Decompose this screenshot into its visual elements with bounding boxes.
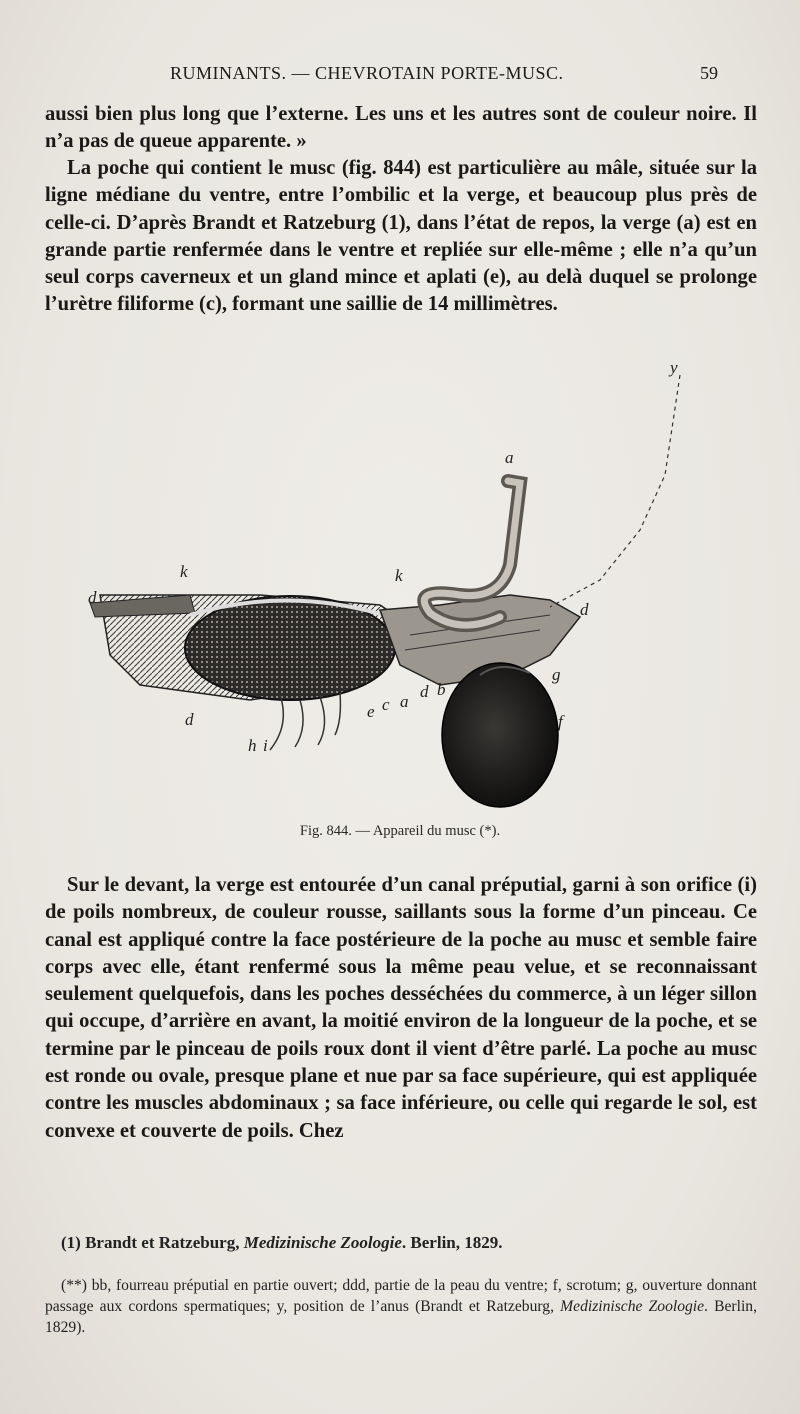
label-i: i: [263, 736, 268, 755]
bottom-text-block: [45, 872, 757, 1145]
footnote-1: [45, 1232, 757, 1253]
label-g: g: [552, 665, 561, 684]
figure-844: [80, 355, 730, 815]
label-b: b: [437, 680, 446, 699]
top-text-block: [45, 101, 757, 156]
label-d-lower: d: [420, 682, 429, 701]
page-header: [0, 63, 800, 87]
label-y: y: [670, 358, 678, 377]
label-k-left: k: [180, 562, 188, 581]
footnote-1-prefix: (1) Brandt et Ratzeburg,: [61, 1233, 244, 1252]
footnote-2: [45, 1275, 757, 1338]
footnote-2-part2: . Berlin, 1829).: [45, 1298, 757, 1336]
musk-apparatus-illustration: [80, 355, 730, 815]
label-d-bottom: d: [185, 710, 194, 729]
label-k-right: k: [395, 566, 403, 585]
label-d-right: d: [580, 600, 589, 619]
label-a: a: [505, 448, 514, 467]
page-number: 59: [700, 63, 718, 83]
label-d-left: d: [88, 588, 97, 607]
footnote-1-title: Medizinische Zoologie: [243, 1233, 402, 1252]
musk-pouch-paragraph: [45, 155, 757, 319]
label-e: e: [367, 702, 375, 721]
footnote-2-title: Medizinische Zoologie: [560, 1298, 705, 1315]
paragraph-musk-pouch: La poche qui contient le musc (fig. 844) est particulière au mâle, située sur la ligne médiane du ventre, entre l’ombilic et la verge, et beaucoup plus près de celle-ci. D’après Brandt et Ratzeburg (1), dans l’état de repos, la verge (a) est en grande partie renfermée dans le ventre et repliée sur elle-même ; elle n’a qu’un seul corps caverneux et un gland mince et aplati (e), au delà duquel se prolonge l’urètre filiforme (c), formant une saillie de 14 millimètres.: [45, 157, 757, 316]
footnote-2-part1: (**) bb, fourreau préputial en partie ouvert; ddd, partie de la peau du ventre; f, scrotum; g, ouverture donnant passage aux cordons spermatiques; y, position de l’anus (Brandt et Ratzeburg,: [45, 1277, 757, 1315]
label-c: c: [382, 695, 390, 714]
label-f: f: [558, 712, 563, 731]
running-head: RUMINANTS. — CHEVROTAIN PORTE-MUSC.: [170, 63, 564, 83]
paragraph-continuation: aussi bien plus long que l’externe. Les uns et les autres sont de couleur noire. Il n’a pas de queue apparente. »: [45, 103, 757, 153]
footnote-1-suffix: . Berlin, 1829.: [401, 1233, 503, 1252]
paragraph-preputial-canal: Sur le devant, la verge est entourée d’un canal préputial, garni à son orifice (i) de poils nombreux, de couleur rousse, saillants sous la forme d’un pinceau. Ce canal est appliqué contre la face postérieure de la poche au musc et semble faire corps avec elle, étant renfermé sous la même peau velue, et se reconnaissant seulement quelquefois, dans les poches desséchées du commerce, à un léger sillon qui occupe, d’arrière en avant, la moitié environ de la longueur de la poche, et se termine par le pinceau de poils roux dont il vient d’être parlé. La poche au musc est ronde ou ovale, presque plane et nue par sa face supérieure, qui est appliquée contre les muscles abdominaux ; sa face inférieure, ou celle qui regarde le sol, est convexe et couverte de poils. Chez: [45, 874, 757, 1142]
label-a-lower: a: [400, 692, 409, 711]
scrotum: [442, 663, 558, 807]
figure-caption: Fig. 844. — Appareil du musc (*).: [299, 823, 501, 839]
label-h: h: [248, 736, 257, 755]
